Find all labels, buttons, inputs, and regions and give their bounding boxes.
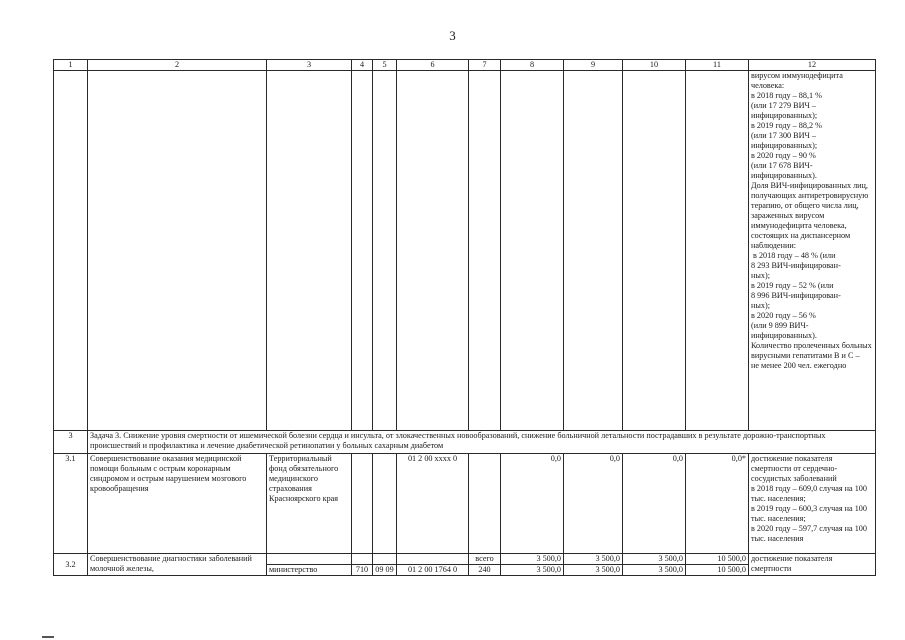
row-3-1 [54,454,876,554]
col-4-header: 4 [352,60,373,71]
row-3-1-number: 3.1 [54,454,88,554]
row-3-2-total-2019: 3 500,0 [564,554,623,565]
continuation-result-text: вирусом иммунодефицита человека: в 2018 году – 88,1 % (или 17 279 ВИЧ – инфицированных); в 2019 году – 88,2 % (или 17 300 ВИЧ – инфицированных); в 2020 году – 90 % (или 17 678 ВИЧ-инфицированных). Доля ВИЧ-инфицированных лиц, получающих антиретровирусную терапию, от общего числа лиц, зараженных вирусом иммунодефицита человека, состоящих на диспансерном наблюдении: в 2018 году – 48 % (или 8 293 ВИЧ-инфицирован- ных); в 2019 году – 52 % (или 8 996 ВИЧ-инфицирован- ных); в 2020 году – 56 % (или 9 899 ВИЧ- инфицированных). Количество пролеченных больных вирусными гепатитами В и С – не менее 200 чел. ежегодно [749,71,876,431]
row-3-2-result: достижение показателя смертности [749,554,876,576]
col-7-header: 7 [469,60,501,71]
row-3-1-total: 0,0* [686,454,749,554]
row-3-2-total-2018: 3 500,0 [501,554,564,565]
row-3-1-name: Совершенствование оказания медицинской помощи больным с острым коронарным синдромом и острым нарушением мозгового кровообращения [88,454,267,554]
row-3-2-top [54,554,876,565]
col-10-header: 10 [623,60,686,71]
row-3-1-grbs [352,454,373,554]
row-3-2-executor: министерство [267,565,352,576]
row-3-1-vr [469,454,501,554]
row-3-2-sum: 10 500,0 [686,565,749,576]
row-3-1-executor: Территориальный фонд обязательного медицинского страхования Красноярского края [267,454,352,554]
row-3-2-2019: 3 500,0 [564,565,623,576]
col-3-header: 3 [267,60,352,71]
row-3-2-name: Совершенствование диагностики заболеваний молочной железы, [88,554,267,576]
col-6-header: 6 [397,60,469,71]
row-3-1-code: 01 2 00 хххх 0 [397,454,469,554]
task-3-row [54,431,876,454]
col-8-header: 8 [501,60,564,71]
row-3-2-2018: 3 500,0 [501,565,564,576]
scan-mark [42,636,54,638]
row-3-1-2019: 0,0 [564,454,623,554]
row-3-2-total-2020: 3 500,0 [623,554,686,565]
row-3-2-number: 3.2 [54,554,88,576]
row-3-2-code: 01 2 00 1764 0 [397,565,469,576]
row-3-1-2018: 0,0 [501,454,564,554]
column-number-header [54,60,876,71]
col-12-header: 12 [749,60,876,71]
program-table [53,59,876,576]
continuation-row [54,71,876,431]
col-9-header: 9 [564,60,623,71]
col-5-header: 5 [373,60,397,71]
row-3-2-grbs: 710 [352,565,373,576]
col-1-header: 1 [54,60,88,71]
col-2-header: 2 [88,60,267,71]
row-3-1-rzpr [373,454,397,554]
col-11-header: 11 [686,60,749,71]
row-3-1-result: достижение показателя смертности от сердечно-сосудистых заболеваний в 2018 году – 609,0 случая на 100 тыс. населения; в 2019 году – 600,3 случая на 100 тыс. населения; в 2020 году – 597,7 случая на 100 тыс. населения [749,454,876,554]
row-3-2-rzpr: 09 09 [373,565,397,576]
row-3-1-2020: 0,0 [623,454,686,554]
row-3-2-vr-total-label: всего [469,554,501,565]
task-title: Задача 3. Снижение уровня смертности от ишемической болезни сердца и инсульта, от злокачественных новообразований, снижение больничной летальности пострадавших в результате дорожно-транспортных происшествий и профилактика и лечение диабетической ретинопатии у больных сахарным диабетом [88,431,876,454]
row-3-2-total-sum: 10 500,0 [686,554,749,565]
row-3-2-2020: 3 500,0 [623,565,686,576]
row-3-2-vr: 240 [469,565,501,576]
task-number: 3 [54,431,88,454]
page-number: 3 [449,28,456,43]
